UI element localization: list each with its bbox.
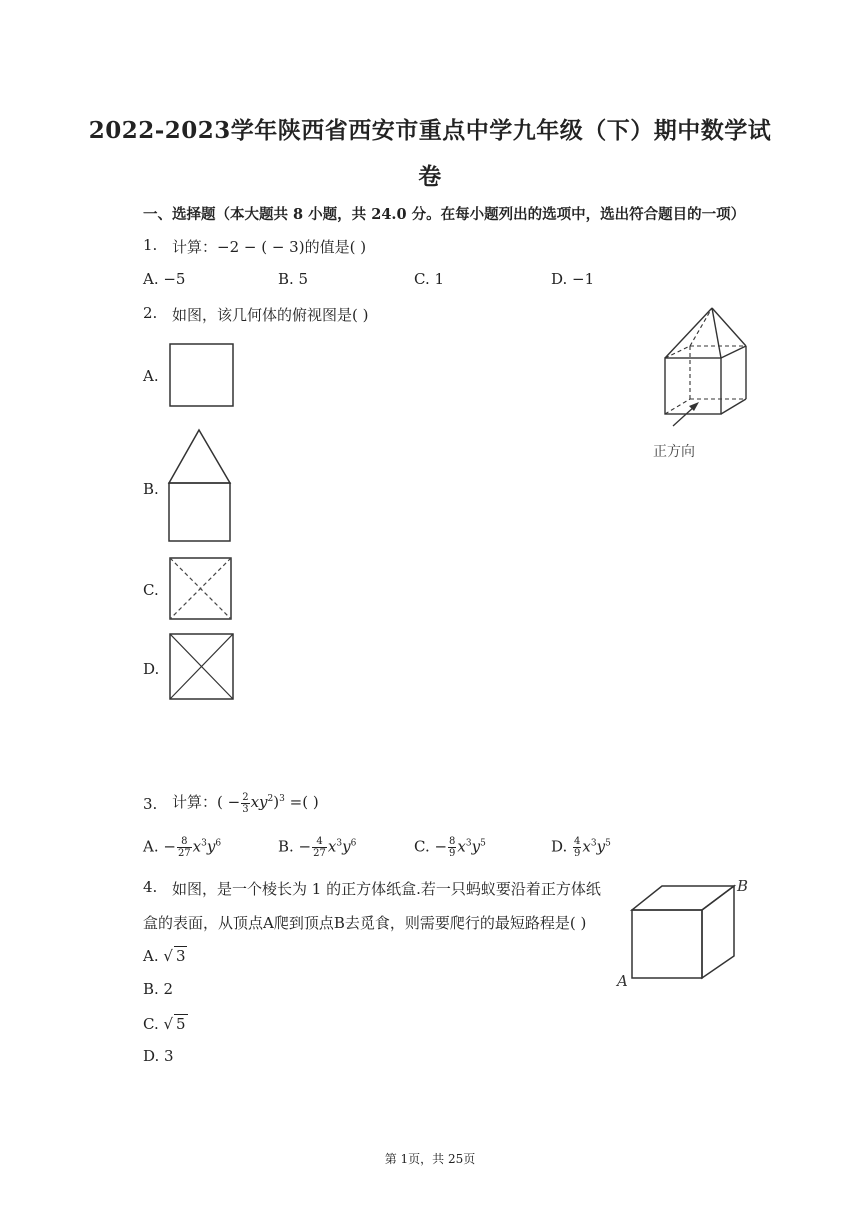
q4-vertex-a: A	[617, 972, 628, 990]
q2-option-b-label: B.	[143, 480, 159, 498]
q1-option-a: A. −5	[143, 270, 186, 288]
q3-base-exponent-inner: 2	[267, 794, 274, 804]
q3-stem: 计算：( − $\frac{2}{3}$ $xy^2)^3$ =( )	[172, 791, 319, 815]
q3-option-c-label: C. −	[414, 837, 448, 856]
q3-option-a-label: A. −	[143, 837, 176, 856]
q3-stem-prefix: 计算：	[172, 793, 218, 811]
q2-number: 2.	[143, 304, 158, 322]
q3-option-b-y-exp: 6	[350, 838, 357, 849]
q1-option-d: D. −1	[551, 270, 595, 288]
q4-option-a: A. √ 3	[143, 947, 186, 965]
q3-base-exponent-outer: 3	[279, 794, 285, 804]
q3-option-b: B. − $\frac{4}{27}$ $x^3y^6$	[278, 836, 357, 859]
q1-number: 1.	[143, 236, 158, 254]
q4-number: 4.	[143, 878, 158, 896]
q4-stem-line2: 盒的表面，从顶点A爬到顶点B去觅食，则需要爬行的最短路程是( )	[143, 914, 587, 932]
q4-option-c-label: C.	[143, 1015, 164, 1033]
q3-option-d: D. $\frac{4}{9}$ $x^3y^5$	[551, 836, 611, 859]
q4-option-c-radicand: 5	[176, 1015, 186, 1033]
q4-option-a-label: A.	[143, 947, 164, 965]
q3-option-a-x-exp: 3	[201, 838, 207, 849]
q3-option-b-fraction	[312, 836, 327, 859]
q4-option-c: C. √ 5	[143, 1015, 186, 1033]
q4-option-a-radicand: 3	[175, 947, 186, 965]
page-title-continued: 卷	[418, 163, 442, 190]
q2-option-d-label: D.	[143, 660, 160, 678]
q3-option-a-denominator: 27	[177, 848, 191, 859]
q3-option-b-x-exp: 3	[336, 838, 343, 849]
q2-option-a-figure	[168, 342, 236, 408]
q3-stem-suffix: =( )	[284, 793, 319, 811]
q3-option-c-denominator: 9	[449, 848, 456, 859]
q3-base-fraction	[241, 792, 249, 815]
q4-stem-line1: 如图，是一个棱长为 1 的正方体纸盒.若一只蚂蚁要沿着正方体纸	[172, 880, 601, 898]
q3-option-a-y-exp: 6	[215, 838, 222, 849]
q3-base-sign: ( −	[217, 793, 241, 811]
q2-option-d-figure	[168, 632, 236, 702]
q3-option-a: A. − $\frac{8}{27}$ $x^3y^6$	[143, 836, 222, 859]
q3-option-a-fraction	[177, 836, 192, 859]
q2-stem: 如图，该几何体的俯视图是( )	[172, 306, 369, 324]
q4-vertex-b: B	[737, 877, 749, 895]
q3-option-a-numerator: 8	[177, 836, 192, 848]
q3-option-c-y-exp: 5	[480, 838, 486, 849]
page-title: 2022-2023学年陕西省西安市重点中学九年级（下）期中数学试	[88, 117, 772, 144]
q3-option-b-numerator: 4	[312, 836, 327, 848]
q3-base-denominator: 3	[242, 803, 249, 815]
q2-direction-label: 正方向	[653, 444, 695, 460]
q4-option-d: D. 3	[143, 1047, 174, 1065]
q1-option-c: C. 1	[414, 270, 445, 288]
q3-option-d-denominator: 9	[574, 848, 581, 859]
q2-option-c-figure	[168, 556, 234, 622]
q3-option-d-y-exp: 5	[605, 838, 611, 849]
q2-option-c-label: C.	[143, 581, 159, 599]
q4-cube-figure	[628, 882, 738, 982]
q3-option-d-fraction	[573, 836, 581, 859]
q3-base-variable: xy	[250, 793, 268, 811]
q4-option-b: B. 2	[143, 980, 174, 998]
q3-option-b-label: B. −	[278, 837, 312, 856]
q3-option-c-numerator: 8	[449, 836, 456, 847]
section-heading: 一、选择题（本大题共 8 小题，共 24.0 分。在每小题列出的选项中，选出符合题目的一项）	[143, 206, 746, 223]
q3-number: 3.	[143, 795, 158, 813]
q3-option-d-label: D.	[551, 837, 573, 856]
q3-option-c: C. − $\frac{8}{9}$ $x^3y^5$	[414, 836, 486, 859]
q3-option-d-numerator: 4	[574, 836, 581, 847]
q2-option-a-label: A.	[143, 367, 159, 385]
q2-solid-figure	[655, 305, 755, 430]
q2-option-b-figure	[166, 427, 234, 545]
q3-option-b-denominator: 27	[313, 848, 326, 859]
q3-option-c-fraction	[448, 836, 456, 859]
page-footer: 第 1页，共 25页	[384, 1152, 476, 1166]
q3-option-d-x-exp: 3	[590, 838, 597, 849]
q3-base-numerator: 2	[242, 791, 249, 803]
q1-option-b: B. 5	[278, 270, 309, 288]
q1-stem: 计算：−2 − ( − 3)的值是( )	[172, 238, 367, 256]
q3-option-c-x-exp: 3	[465, 838, 472, 849]
